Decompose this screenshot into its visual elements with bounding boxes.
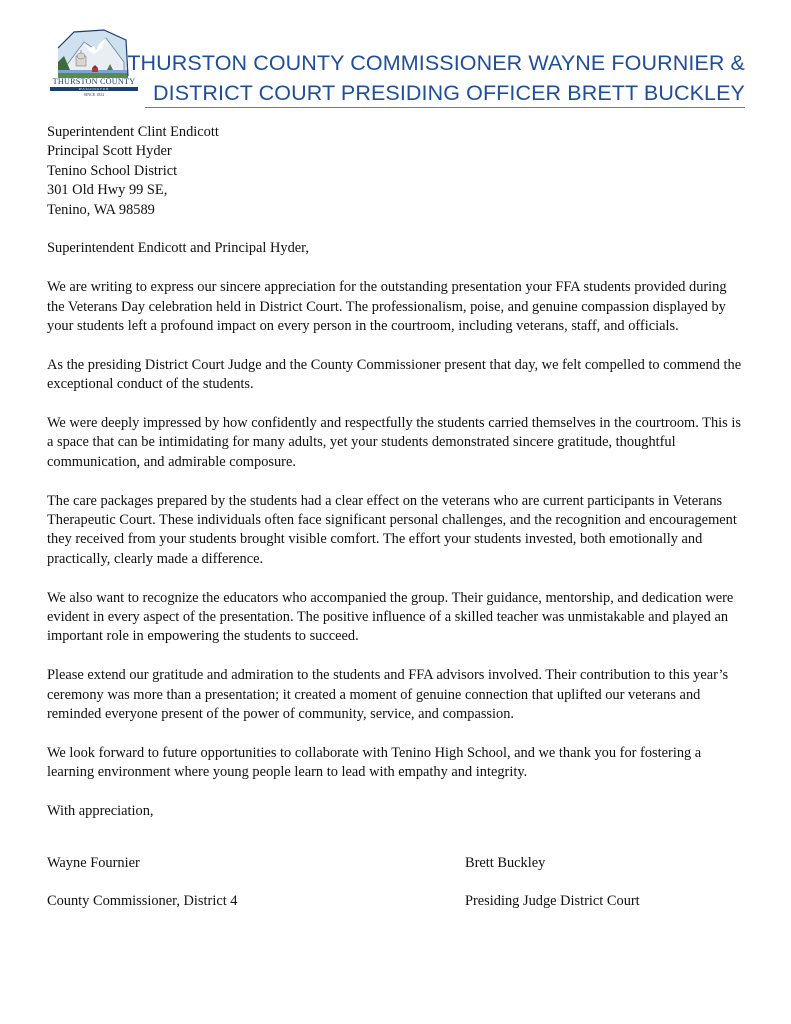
body-paragraph: We also want to recognize the educators who accompanied the group. Their guidance, mentorship, and dedication were evident in every aspect of the presentation. The positive influence of a skilled teacher was unmistakable and played an important role in empowering the students to succeed. — [47, 589, 734, 645]
body-paragraph: The care packages prepared by the students had a clear effect on the veterans who are current participants in Veterans Therapeutic Court. These individuals often face significant personal challenges, and the recognition and encouragement they received from your students brought visible comfort. The effort your students invested, both emotionally and practically, clearly made a difference. — [47, 492, 737, 567]
logo-subcaption-band — [50, 87, 138, 91]
logo-caption: THURSTON COUNTY — [52, 77, 136, 86]
address-line: Superintendent Clint Endicott — [47, 124, 219, 140]
letter-body — [47, 123, 747, 821]
body-paragraph: Please extend our gratitude and admiration to the students and FFA advisors involved. Their contribution to this year’s ceremony was more than a presentation; it created a moment of genuine connection that uplifted our veterans and reminded everyone present of the power of community, service, and compassion. — [47, 667, 729, 723]
logo-subcaption: WASHINGTON — [78, 87, 110, 91]
letterhead-title — [127, 48, 745, 108]
signatory-left-title: County Commissioner, District 4 — [47, 893, 238, 909]
body-paragraph: We are writing to express our sincere appreciation for the outstanding presentation your FFA students provided during the Veterans Day celebration held in District Court. The professionalism, poise, and genuine compassion displayed by your students left a profound impact on every person in the courtroom, including veterans, staff, and officials. — [47, 279, 727, 335]
body-paragraph: We look forward to future opportunities to collaborate with Tenino High School, and we thank you for fostering a learning environment where young people learn to lead with empathy and integrity. — [47, 744, 702, 781]
logo-since: SINCE 1852 — [83, 92, 105, 97]
recipient-address — [47, 123, 747, 220]
closing: With appreciation, — [47, 803, 154, 820]
signatory-left-name: Wayne Fournier — [47, 855, 140, 871]
address-line: 301 Old Hwy 99 SE, — [47, 182, 168, 199]
address-line: Tenino, WA 98589 — [47, 201, 155, 218]
signatory-right-title: Presiding Judge District Court — [465, 893, 640, 909]
letterhead-divider — [145, 107, 745, 108]
address-line: Principal Scott Hyder — [47, 143, 172, 160]
body-paragraph: As the presiding District Court Judge and the County Commissioner present that day, we felt compelled to commend the exceptional conduct of the students. — [47, 356, 742, 393]
address-line: Tenino School District — [47, 162, 178, 179]
signatory-right-name: Brett Buckley — [465, 855, 546, 871]
body-paragraph: We were deeply impressed by how confidently and respectfully the students carried themselves in the courtroom. This is a space that can be intimidating for many adults, yet your students demonstrated sincere gratitude, thoughtful communication, and admirable composure. — [47, 415, 741, 470]
letterhead-title-line-2: DISTRICT COURT PRESIDING OFFICER BRETT BUCKLEY — [153, 81, 745, 105]
salutation: Superintendent Endicott and Principal Hyder, — [47, 240, 309, 257]
letterhead-title-line-1: THURSTON COUNTY COMMISSIONER WAYNE FOURNIER & — [127, 51, 745, 75]
